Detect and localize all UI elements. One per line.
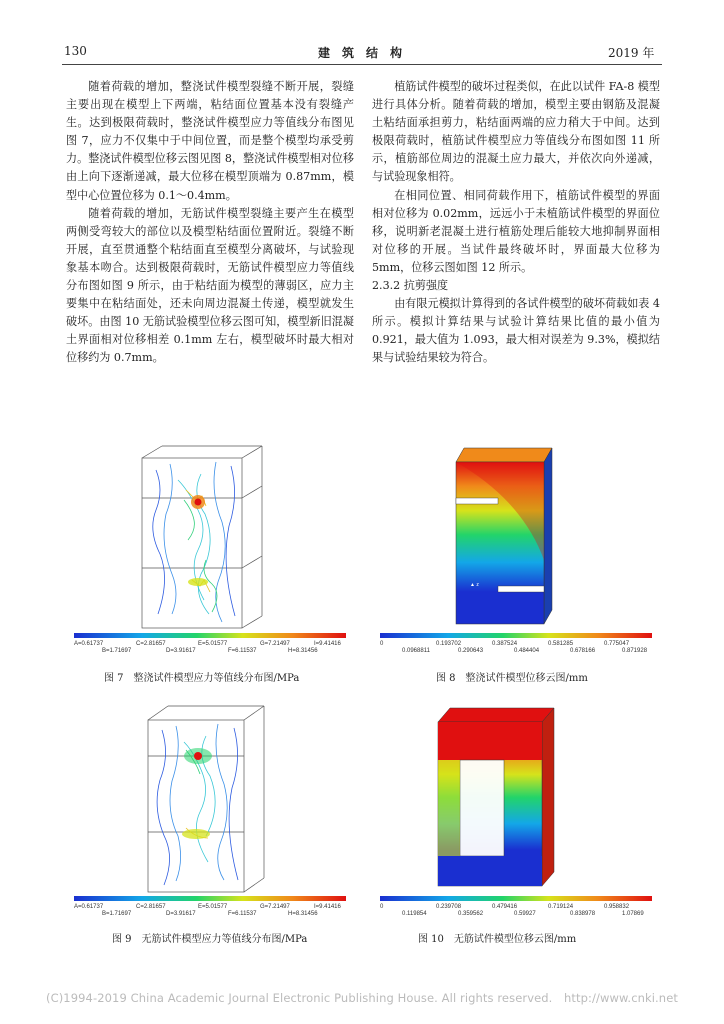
legend-label: 0.239708 [436, 904, 462, 910]
copyright-footer: (C)1994-2019 China Academic Journal Electronic Publishing House. All rights reserved. http://www.cnki.net [46, 991, 678, 1005]
fig8-caption: 图 8 整浇试件模型位移云图/mm [436, 673, 588, 684]
stress-peak-upper [195, 499, 202, 506]
header-rule [62, 64, 662, 65]
fig10-displacement-plot [372, 700, 662, 918]
legend-label: I=9.41416 [314, 904, 341, 910]
model-side-face [544, 448, 552, 624]
interface-slot-upper [456, 498, 498, 504]
model-top-face [456, 448, 552, 462]
legend-label: D=3.91617 [166, 911, 196, 917]
legend-label: E=5.01577 [198, 641, 228, 647]
paragraph: 在相同位置、相同荷载作用下，植筋试件模型的界面相对位移为 0.02mm，远远小于未植筋试件模型的界面位移，说明新老混凝土进行植筋处理后能较大地抑制界面相对位移的开展。当试件最终破坏时，界面最大位移为 5mm，位移云图如图 12 所示。 [372, 188, 660, 274]
year: 2019 年 [608, 46, 655, 60]
page-number: 130 [64, 44, 87, 58]
legend-label: F=6.11537 [228, 648, 257, 654]
bottom-block [438, 856, 542, 886]
legend-label: B=1.71697 [102, 648, 132, 654]
model-top-face [438, 708, 554, 722]
fig9-stress-contour-plot [66, 700, 356, 918]
legend-label: F=6.11537 [228, 911, 257, 917]
paragraph: 由有限元模拟计算得到的各试件模型的破坏荷载如表 4 所示。模拟计算结果与试验计算结果比值的最小值为 0.921，最大值为 1.093，最大相对误差为 9.3%，模拟结果与试验结果较为符合。 [372, 297, 660, 365]
cutout [460, 760, 504, 856]
journal-title: 建 筑 结 构 [318, 46, 403, 60]
interface-slot-lower [498, 586, 544, 592]
colorbar [380, 896, 652, 901]
legend-label: G=7.21497 [260, 641, 290, 647]
colorbar [74, 633, 346, 638]
legend-label: 0.0968811 [402, 648, 430, 654]
legend-label: 0.958832 [604, 904, 630, 910]
stress-peak-upper [194, 752, 202, 760]
legend-label: H=8.31456 [288, 911, 318, 917]
legend-label: 0.119854 [402, 911, 427, 917]
legend-label: 0.59927 [514, 911, 536, 917]
paragraph: 随着荷载的增加，无筋试件模型裂缝主要产生在模型两侧受弯较大的部位以及模型粘结面位置附近。裂缝不断开展，直至贯通整个粘结面直至模型分离破坏，与试验现象基本吻合。达到极限荷载时，无筋试件模型应力等值线分布图如图 9 所示，由于粘结面为模型的薄弱区，应力主要集中在粘结面处，还未向周边混凝土传递，模型就发生破坏。由图 10 无筋试验模型位移云图可知，模型新旧混凝土界面相对位移相差 0.1mm 左右，模型破坏时最大相对位移约为 0.7mm。 [66, 206, 354, 365]
colorbar [380, 633, 652, 638]
model-side-face [542, 708, 554, 886]
fig10-caption: 图 10 无筋试件模型位移云图/mm [418, 934, 577, 945]
legend-label: 0 [380, 904, 384, 910]
legend-label: H=8.31456 [288, 648, 318, 654]
legend-label: 0.479416 [492, 904, 518, 910]
legend-label: D=3.91617 [166, 648, 196, 654]
svg-text:▲ z: ▲ z [470, 582, 479, 588]
paragraph: 随着荷载的增加，整浇试件模型裂缝不断开展，裂缝主要出现在模型上下两端，粘结面位置基本没有裂缝产生。达到极限荷载时，整浇试件模型应力等值线分布图见图 7，应力不仅集中于中间位置，而是整个模型均承受剪力。整浇试件模型位移云图见图 8，整浇试件模型相对位移由上向下逐渐递减，最大位移在模型顶端为 0.87mm，模型中心位置位移为 0.1～0.4mm。 [66, 80, 354, 202]
legend-label: 0.871928 [622, 648, 648, 654]
legend-label: 0.719124 [548, 904, 574, 910]
legend-label: E=5.01577 [198, 904, 228, 910]
top-block [438, 722, 542, 760]
legend-label: C=2.81657 [136, 641, 166, 647]
stress-concentration-lower [188, 578, 208, 586]
legend-label: 0.484404 [514, 648, 540, 654]
legend-label: 1.07869 [622, 911, 644, 917]
left-column [66, 78, 354, 368]
legend-label: B=1.71697 [102, 911, 132, 917]
contour-band-left [438, 760, 460, 856]
right-column [372, 78, 660, 368]
legend-label: 0.838978 [570, 911, 596, 917]
fig7-caption: 图 7 整浇试件模型应力等值线分布图/MPa [104, 673, 300, 684]
legend-label: A=0.61737 [74, 904, 104, 910]
legend-label: 0.387524 [492, 641, 518, 647]
paragraph: 植筋试件模型的破坏过程类似，在此以试件 FA-8 模型进行具体分析。随着荷载的增加，模型主要由钢筋及混凝土粘结面承担剪力，粘结面两端的应力稍大于中间。达到极限荷载时，植筋试件模型应力等值线分布图如图 11 所示，植筋部位周边的混凝土应力最大，并依次向外递减，与试验现象相符。 [372, 80, 660, 184]
legend-label: 0.775047 [604, 641, 630, 647]
legend-label: 0 [380, 641, 384, 647]
legend-label: C=2.81657 [136, 904, 166, 910]
section-heading: 2.3.2 抗剪强度 [372, 279, 449, 293]
legend-label: 0.359562 [458, 911, 484, 917]
fig7-stress-contour-plot [66, 440, 356, 655]
legend-label: I=9.41416 [314, 641, 341, 647]
legend-label: 0.678166 [570, 648, 596, 654]
legend-label: 0.193702 [436, 641, 462, 647]
legend-label: G=7.21497 [260, 904, 290, 910]
fig8-displacement-plot [372, 440, 662, 655]
stress-concentration-lower [182, 829, 210, 839]
stress-vectors [153, 462, 235, 622]
colorbar [74, 896, 346, 901]
legend-label: 0.290643 [458, 648, 484, 654]
legend-label: A=0.61737 [74, 641, 104, 647]
legend-label: 0.581285 [548, 641, 574, 647]
model-wireframe [148, 706, 264, 892]
fig9-caption: 图 9 无筋试件模型应力等值线分布图/MPa [112, 934, 308, 945]
